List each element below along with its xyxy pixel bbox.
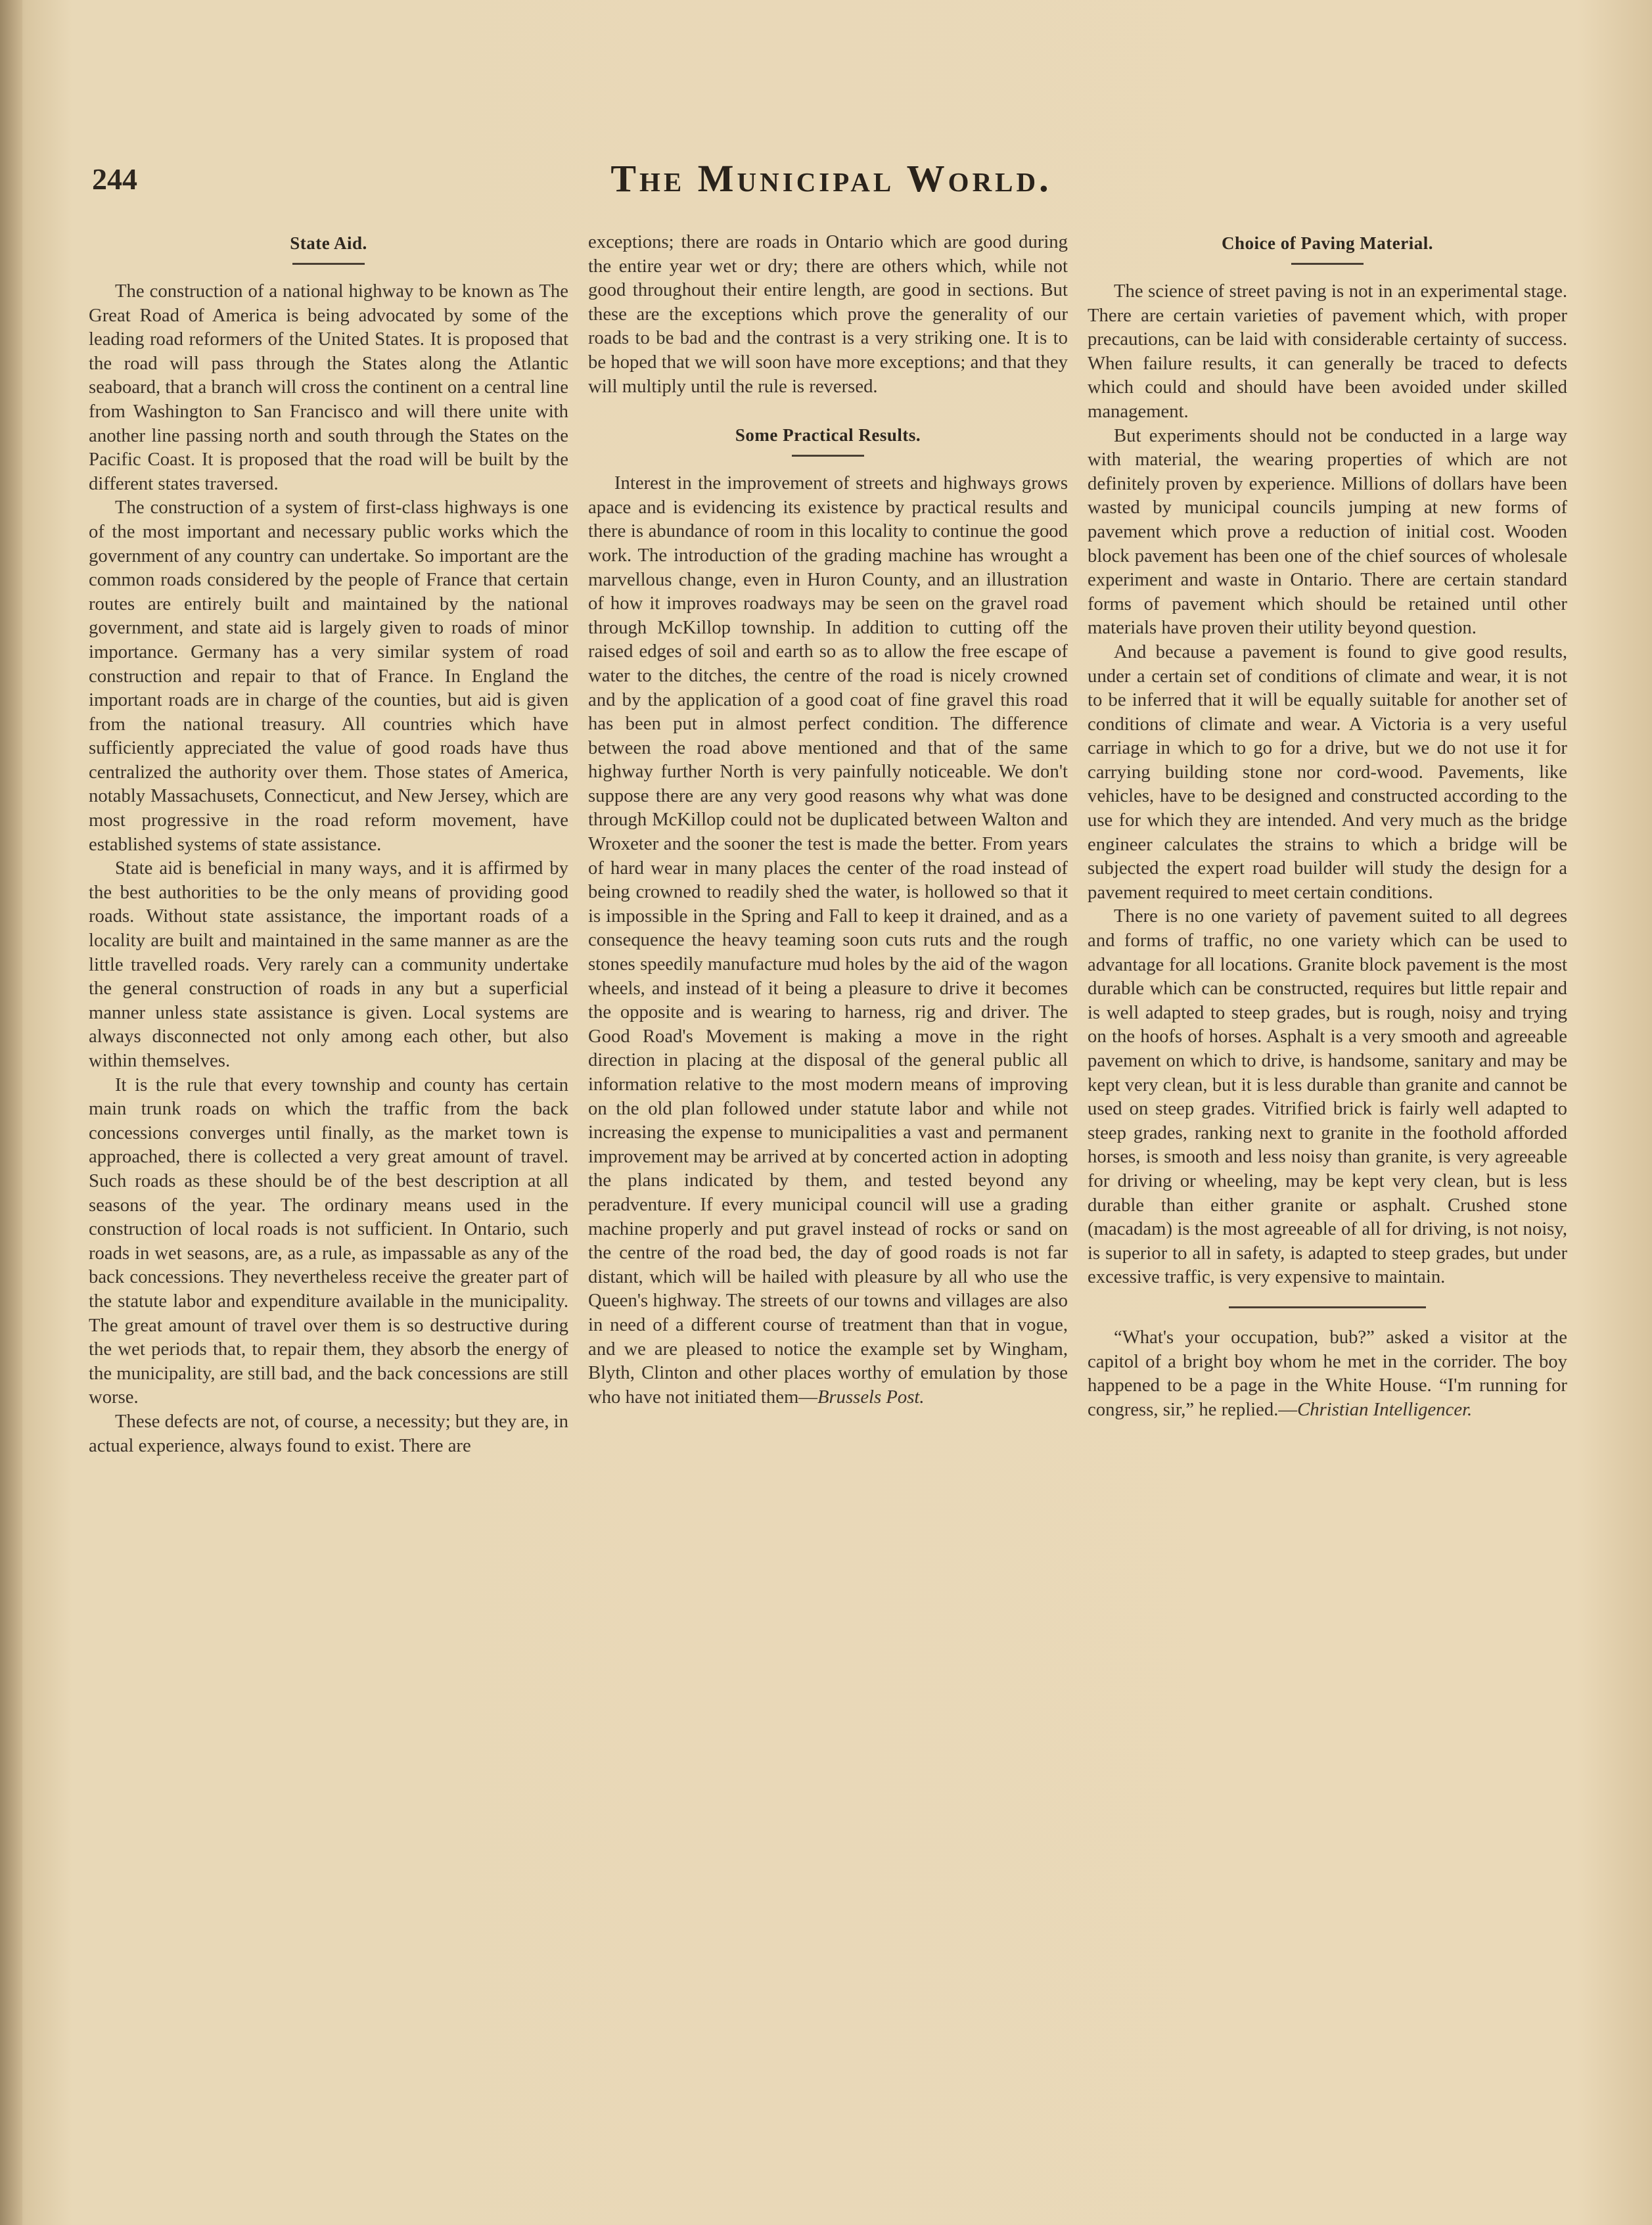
anecdote: [1088, 1325, 1567, 1421]
binding-gutter: [0, 0, 22, 2225]
anecdote-text: “What's your occupation, bub?” asked a visitor at the capitol of a bright boy whom he met in the corrider. The boy happened to be a page in the White House. “I'm running for congress, sir,” he replied.—: [1088, 1326, 1567, 1420]
heading-rule: [792, 455, 864, 457]
page-number: 244: [92, 162, 137, 196]
column-3: [1088, 230, 1567, 2195]
heading-rule: [292, 263, 365, 265]
paragraph: The construction of a system of first-class highways is one of the most important and necessary public works which the government of any country can undertake. So important are the common roads considered by the people of France that certain routes are entirely built and maintained by the national government, and state aid is largely given to roads of minor importance. Germany has a very similar system of road construction and repair to that of France. In England the important roads are in charge of the counties, but aid is given from the national treasury. All countries which have sufficiently appreciated the value of good roads have thus centralized the authority over them. Those states of America, notably Massachusets, Connecticut, and New Jersey, which are most progressive in the road reform movement, have established systems of state assistance.: [89, 497, 568, 855]
paragraph: [588, 471, 1068, 1409]
paragraph: State aid is beneficial in many ways, and it is affirmed by the best authorities to be the only means of providing good roads. Without state assistance, the important roads of a locality are built and maintained in the same manner as are the little travelled roads. Very rarely can a community undertake the general construction of roads in any but a superficial manner unless state assistance is given. Local systems are always disconnected not only among each other, but also within themselves.: [89, 858, 568, 1071]
heading-rule: [1291, 263, 1364, 265]
paragraph: But experiments should not be conducted in a large way with material, the wearing properties of which are not definitely proven by experience. Millions of dollars have been wasted by municipal councils jumping at new forms of pavement which prove a reduction of initial cost. Wooden block pavement has been one of the chief sources of wholesale experiment and waste in Ontario. There are certain standard forms of pavement which should be retained until other materials have proven their utility beyond question.: [1088, 424, 1567, 639]
journal-title: The Municipal World.: [610, 157, 1052, 200]
paragraph-continuation: exceptions; there are roads in Ontario which are good during the entire year wet or dry; there are others which, while not good throughout their entire length, are good in sections. But these are the exceptions which prove the generality of our roads to be bad and the contrast is a very striking one. It is to be hoped that we will soon have more exceptions; and that they will multiply until the rule is reversed.: [588, 231, 1068, 397]
heading-choice-of-paving-material: Choice of Paving Material.: [1222, 233, 1433, 253]
section-gap: [588, 398, 1068, 422]
paragraph: And because a pavement is found to give good results, under a certain set of conditions of climate and wear, it is not to be inferred that it will be equally suitable for another set of conditions of climate and wear. A Victoria is a very useful carriage in which to go for a drive, but we do not use it for carrying building stone nor cord-wood. Pavements, like vehicles, have to be designed and constructed according to the use for which they are intended. And very much as the bridge engineer calculates the strains to which a bridge will be subjected the expert road builder will study the design for a pavement required to meet certain conditions.: [1088, 641, 1567, 903]
heading-some-practical-results: Some Practical Results.: [735, 425, 921, 446]
source-credit: Brussels Post.: [817, 1386, 925, 1408]
column-2: [588, 230, 1068, 2195]
section-divider: [1229, 1306, 1426, 1308]
page-header: [85, 156, 1577, 209]
column-1: [89, 230, 568, 2195]
paragraph: It is the rule that every township and county has certain main trunk roads on which the traffic from the back concessions converges until finally, as the market town is approached, there is collected a very great amount of travel. Such roads as these should be of the best description at all seasons of the year. The ordinary means used in the construction of local roads is not sufficient. In Ontario, such roads in wet seasons, are, as a rule, as impassable as any of the back concessions. They nevertheless receive the greater part of the statute labor and expenditure available in the municipality. The great amount of travel over them is so destructive during the wet periods that, to repair them, they absorb the energy of the municipality, are still bad, and the back concessions are still worse.: [89, 1074, 568, 1408]
paragraph-text: Interest in the improvement of streets and highways grows apace and is evidencing its existence by practical results and there is abundance of room in this locality to continue the good work. The introduction of the grading machine has wrought a marvellous change, even in Huron County, and an illustration of how it improves roadways may be seen on the gravel road through McKillop township. In addition to cutting off the raised edges of soil and earth so as to allow the free escape of water to the ditches, the centre of the road is nicely crowned and by the application of a good coat of fine gravel this road has been put in almost perfect condition. The difference between the road above mentioned and that of the same highway further North is very painfully noticeable. We don't suppose there are any very good reasons why what was done through McKillop could not be duplicated between Walton and Wroxeter and the sooner the test is made the better. From years of hard wear in many places the center of the road instead of being crowned to readily shed the water, is hollowed so that it is impossible in the Spring and Fall to keep it drained, and as a consequence the heavy teaming soon cuts ruts and the rough stones speedily manufacture mud holes by the aid of the wagon wheels, and instead of it being a pleasure to drive it becomes the opposite and is wearing to harness, rig and driver. The Good Road's Movement is making a move in the right direction in placing at the disposal of the general public all information relative to the most modern means of improving on the old plan followed under statute labor and while not increasing the expense to municipalities a vast and permanent improvement may be arrived at by concerted action in adopting the plans indicated by them, and tested beyond any peradventure. If every municipal council will use a grading machine properly and put gravel instead of rocks or sand on the centre of the road bed, the day of good roads is not far distant, which will be hailed with pleasure by all who use the Queen's highway. The streets of our towns and villages are also in need of a different course of treatment than that in vogue, and we are pleased to notice the example set by Wingham, Blyth, Clinton and other places worthy of emulation by those who have not initiated them—: [588, 472, 1068, 1408]
paragraph: The science of street paving is not in an experimental stage. There are certain varieties of pavement which, with proper precautions, can be laid with considerable certainty of success. When failure results, it can generally be traced to defects which could and should have been avoided under skilled management.: [1088, 281, 1567, 422]
heading-state-aid: State Aid.: [290, 233, 367, 253]
paragraph: These defects are not, of course, a necessity; but they are, in actual experience, always found to exist. There are: [89, 1410, 568, 1456]
anecdote-source: Christian Intelligencer.: [1297, 1398, 1473, 1420]
paragraph: There is no one variety of pavement suited to all degrees and forms of traffic, no one variety which can be used to advantage for all locations. Granite block pavement is the most durable which can be constructed, requires but little repair and is well adapted to steep grades, but is rough, noisy and trying on the hoofs of horses. Asphalt is a very smooth and agreeable pavement on which to drive, is handsome, sanitary and may be kept very clean, but it is less durable than granite and cannot be used on steep grades. Vitrified brick is fairly well adapted to steep grades, ranking next to granite in the foothold afforded horses, is smooth and less noisy than granite, is very agreeable for driving or wheeling, may be kept very clean, but is less durable than either granite or asphalt. Crushed stone (macadam) is the most agreeable of all for driving, is not noisy, is superior to all in safety, is adapted to steep grades, but under excessive traffic, is very expensive to maintain.: [1088, 906, 1567, 1288]
paragraph: The construction of a national highway to be known as The Great Road of America is being advocated by some of the leading road reformers of the United States. It is proposed that the road will pass through the States along the Atlantic seaboard, that a branch will cross the continent on a central line from Washington to San Francisco and will there unite with another line passing north and south through the States on the Pacific Coast. It is proposed that the road will be built by the different states traversed.: [89, 281, 568, 494]
